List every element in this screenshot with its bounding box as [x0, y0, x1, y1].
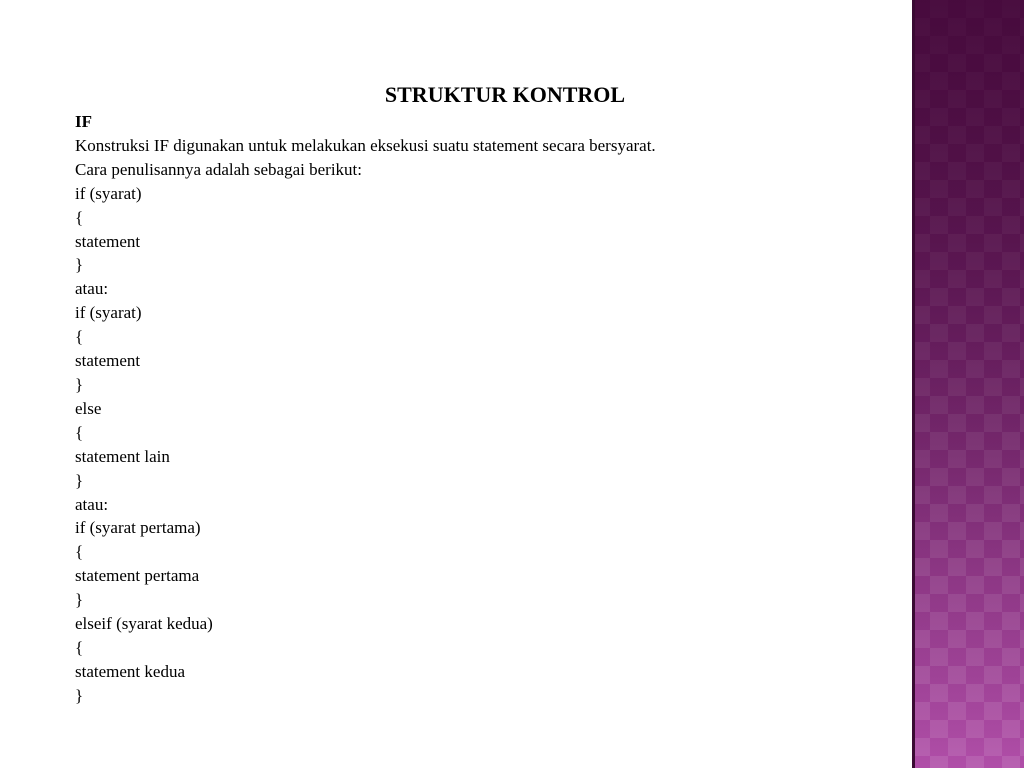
code-line: { [75, 542, 84, 562]
code-line: } [75, 470, 84, 490]
code-line: if (syarat pertama) [75, 518, 201, 538]
code-line: } [75, 255, 84, 275]
code-line: } [75, 685, 84, 705]
code-line: statement pertama [75, 566, 200, 586]
code-line: statement lain [75, 446, 170, 466]
code-line: { [75, 207, 84, 227]
code-line: elseif (syarat kedua) [75, 614, 213, 634]
body-line: Konstruksi IF digunakan untuk melakukan eksekusi suatu statement secara bersyarat. [75, 135, 656, 155]
decorative-side-band [912, 0, 1024, 768]
code-line: atau: [75, 279, 109, 299]
code-line: { [75, 422, 84, 442]
code-line: atau: [75, 494, 109, 514]
code-line: { [75, 637, 84, 657]
body-line: Cara penulisannya adalah sebagai berikut: [75, 159, 362, 179]
code-line: statement [75, 231, 141, 251]
slide-title: STRUKTUR KONTROL [384, 82, 626, 107]
code-line: { [75, 327, 84, 347]
code-line: else [75, 398, 102, 418]
code-line: if (syarat) [75, 303, 142, 323]
section-heading: IF [75, 112, 92, 131]
code-line: } [75, 590, 84, 610]
code-line: statement kedua [75, 661, 185, 681]
code-line: statement [75, 351, 141, 371]
code-line: } [75, 374, 84, 394]
code-line: if (syarat) [75, 183, 142, 203]
slide-content [75, 80, 895, 708]
